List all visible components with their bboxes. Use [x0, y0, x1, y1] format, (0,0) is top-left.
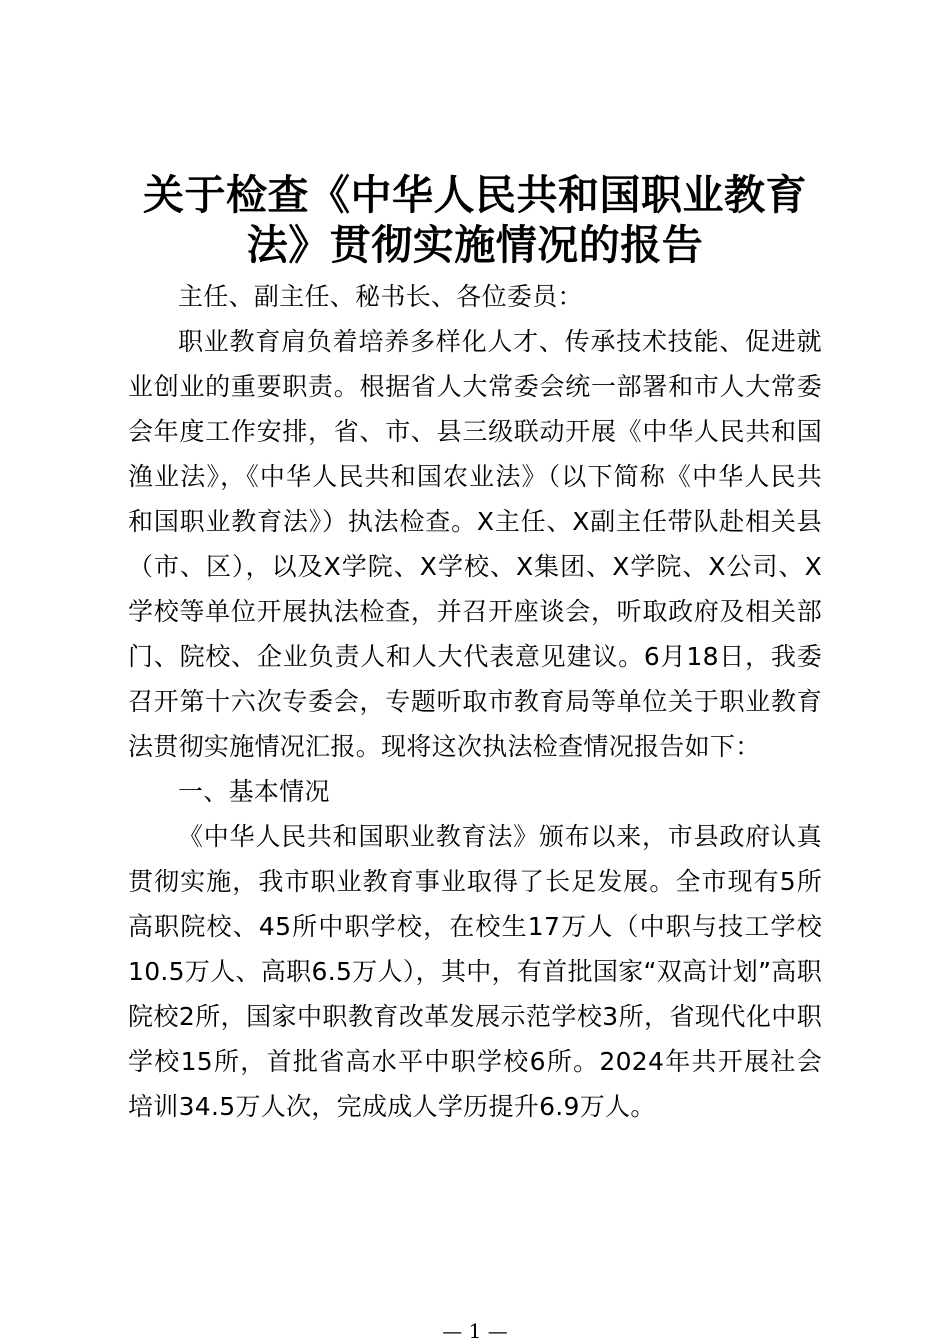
- salutation: 主任、副主任、秘书长、各位委员：: [178, 282, 583, 311]
- document-page: [128, 170, 822, 1129]
- document-body: [128, 274, 822, 1129]
- intro-paragraph: 职业教育肩负着培养多样化人才、传承技术技能、促进就业创业的重要职责。根据省人大常委会统一部署和市人大常委会年度工作安排，省、市、县三级联动开展《中华人民共和国渔业法》，《中华人民共和国农业法》（以下简称《中华人民共和国职业教育法》）执法检查。X主任、X副主任带队赴相关县（市、区），以及X学院、X学校、X集团、X学院、X公司、X学校等单位开展执法检查，并召开座谈会，听取政府及相关部门、院校、企业负责人和人大代表意见建议。6月18日，我委召开第十六次专委会，专题听取市教育局等单位关于职业教育法贯彻实施情况汇报。现将这次执法检查情况报告如下：: [128, 327, 822, 761]
- page-number: — 1 —: [442, 1319, 508, 1343]
- section-heading: 一、基本情况: [178, 777, 330, 806]
- document-title: 关于检查《中华人民共和国职业教育法》贯彻实施情况的报告: [143, 171, 807, 269]
- basic-situation-paragraph: 《中华人民共和国职业教育法》颁布以来，市县政府认真贯彻实施，我市职业教育事业取得了长足发展。全市现有5所高职院校、45所中职学校，在校生17万人（中职与技工学校10.5万人、高职6.5万人），其中，有首批国家“双高计划”高职院校2所，国家中职教育改革发展示范学校3所，省现代化中职学校15所，首批省高水平中职学校6所。2024年共开展社会培训34.5万人次，完成成人学历提升6.9万人。: [128, 822, 822, 1121]
